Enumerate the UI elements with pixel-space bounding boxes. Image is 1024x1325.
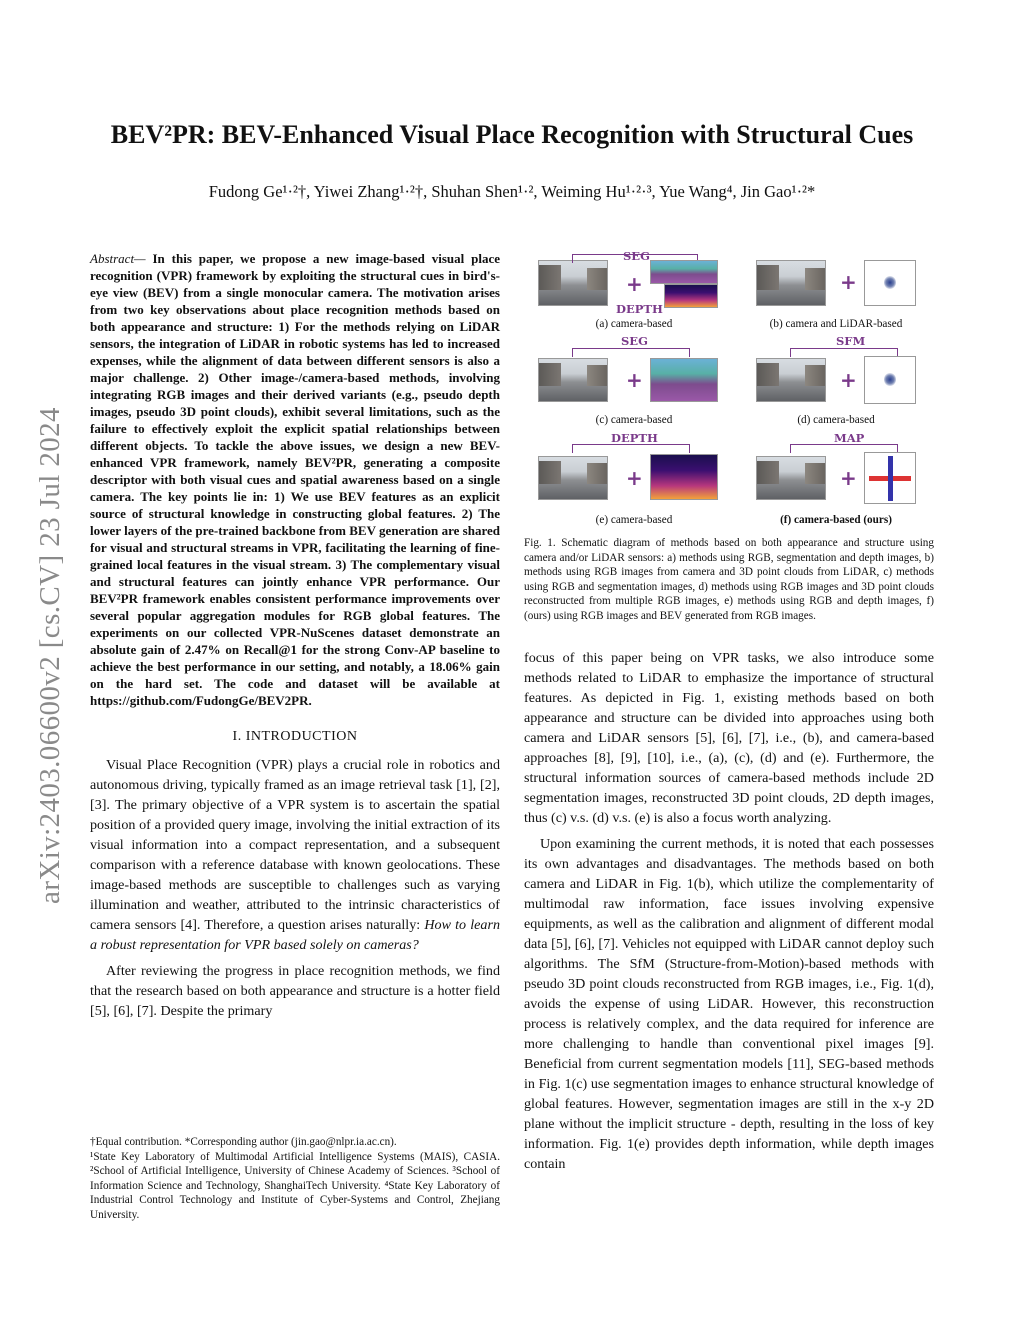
tag-sfm-d: SFM (836, 334, 866, 348)
footnote-equal-contribution: †Equal contribution. *Corresponding author (jin.gao@nlpr.ia.ac.cn). (90, 1136, 397, 1148)
right-column (524, 648, 934, 1174)
rgb-image-c (538, 358, 608, 402)
plus-icon-d: + (840, 368, 857, 392)
rgb-image-e (538, 456, 608, 500)
caption-f: (f) camera-based (ours) (780, 514, 892, 526)
tag-seg-c: SEG (621, 334, 648, 348)
plus-icon-f: + (840, 466, 857, 490)
intro-paragraph-2: After reviewing the progress in place recognition methods, we find that the research based on both appearance and structure is a hotter field [5], [6], [7]. Despite the primary (90, 963, 500, 1019)
bev-map-image-f (864, 452, 916, 504)
depth-image-a (664, 284, 718, 308)
abstract-label: Abstract— (90, 251, 146, 266)
arxiv-id: arXiv:2403.06600v2 [cs.CV] 23 Jul 2024 (33, 406, 66, 904)
right-paragraph-2: Upon examining the current methods, it is noted that each possesses its own advantages and disadvantages. The methods based on both camera and LiDAR in Fig. 1(b), which utilize the complementarity of multimodal raw information, face issues involving expensive equipments, as well as the calibration and alignment of different modal data [5], [6], [7]. Vehicles not equipped with LiDAR cannot deploy such algorithms. The SfM (Structure-from-Motion)-based methods with pseudo 3D point clouds reconstructed from RGB images, i.e., Fig. 1(d), avoids the expense of using LiDAR. However, this reconstruction process is relatively complex, and the data required for inference are more challenging to handle than conventional pixel images [9]. Beneficial from current segmentation models [11], SEG-based methods in Fig. 1(c) use segmentation images to enhance structural knowledge of global features. However, segmentation images are still in the x-y 2D plane without the implicit structure - depth, resulting in the loss of key information. Fig. 1(e) provides depth information, while depth images contain (524, 836, 934, 1172)
figure-1 (524, 248, 934, 640)
tag-depth-a: DEPTH (616, 302, 663, 316)
seg-image-c (650, 358, 718, 402)
caption-a: (a) camera-based (595, 318, 673, 330)
caption-b: (b) camera and LiDAR-based (769, 318, 903, 330)
left-column (90, 250, 500, 1021)
abstract (90, 250, 500, 709)
intro-p1-text: Visual Place Recognition (VPR) plays a crucial role in robotics and autonomous driving, typically framed as an image retrieval task [1], [2], [3]. The primary objective of a VPR system is to ascertain the spatial position of a provided query image, involving the initial extraction of its visual information into a compact representation, and a subsequent comparison with a reference database with known geolocations. These image-based methods are susceptible to challenges such as varying illumination and weather, attributed to the intrinsic characteristics of camera sensors [4]. Therefore, a question arises naturally: (90, 757, 500, 933)
footnote-affiliations: ¹State Key Laboratory of Multimodal Artificial Intelligence Systems (MAIS), CASIA. ²School of Artificial Intelligence, University of Chinese Academy of Sciences. ³School of Information Science and Technology, ShanghaiTech University. ⁴State Key Laboratory of Industrial Control Technology and Institute of Cyber-Systems and Control, Zhejiang University. (90, 1150, 500, 1221)
arxiv-sidebar (22, 365, 78, 945)
section-heading-introduction: I. INTRODUCTION (232, 729, 358, 744)
rgb-image-f (756, 456, 826, 500)
tag-map-f: MAP (834, 431, 865, 445)
plus-icon-e: + (626, 466, 643, 490)
tag-depth-e: DEPTH (611, 431, 658, 445)
abstract-text: In this paper, we propose a new image-based visual place recognition (VPR) framework by exploiting the structural cues in bird's-eye view (BEV) from a single monocular camera. The motivation arises from two key observations about place recognition methods based on both appearance and structure: 1) For the methods relying on LiDAR sensors, the integration of LiDAR in robotic systems has led to increased expenses, while the alignment of data between different sensors is also a major challenge. 2) Other image-/camera-based methods, involving integrating RGB images and their derived variants (e.g., pseudo depth images, pseudo 3D point clouds), exhibit several limitations, such as the failure to effectively exploit the explicit spatial relationships between different objects. To tackle the above issues, we design a new BEV-enhanced VPR framework, namely BEV²PR, generating a composite descriptor with both visual cues and spatial awareness based on a single camera. The key points lie in: 1) We use BEV features as an explicit source of structural knowledge in constructing global features. 2) The lower layers of the pre-trained backbone from BEV generation are shared for visual and structural streams in VPR, facilitating the learning of fine-grained local features in the visual stream. 3) The complementary visual and structural features can jointly enhance VPR performance. Our BEV²PR framework enables consistent performance improvements over several popular aggregation modules for RGB global features. The experiments on our collected VPR-NuScenes dataset demonstrate an absolute gain of 2.47% on Recall@1 for the strong Conv-AP baseline to achieve the best performance in our setting, and notably, a 18.06% gain on the hard set. The code and dataset will be available at https://github.com/FudongGe/BEV2PR. (90, 251, 501, 708)
author-list: Fudong Ge¹·²†, Yiwei Zhang¹·²†, Shuhan Shen¹·², Weiming Hu¹·²·³, Yue Wang⁴, Jin Gao¹·²* (208, 182, 816, 201)
rgb-image-d (756, 358, 826, 402)
caption-d: (d) camera-based (797, 414, 875, 426)
arrow-e-depth (572, 444, 690, 453)
footnotes (90, 1135, 500, 1223)
rgb-image-a (538, 260, 608, 306)
figure-caption: Fig. 1. Schematic diagram of methods based on both appearance and structure using camera and/or LiDAR sensors: a) methods using RGB, segmentation and depth images, b) methods using RGB images from camera and 3D point clouds from LiDAR, c) methods using RGB and segmentation images, d) methods using RGB images and 3D point clouds reconstructed from multiple RGB images, e) methods using RGB and depth images, f) (ours) using RGB images and BEV generated from RGB images. (524, 537, 934, 622)
tag-seg-a: SEG (623, 249, 650, 263)
right-paragraph-1: focus of this paper being on VPR tasks, we also introduce some methods related to LiDAR to emphasize the importance of structural features. As depicted in Fig. 1, existing methods based on both appearance and structure can be divided into approaches using both camera and LiDAR sensors [5], [6], [7], i.e., (b), and camera-based approaches [8], [9], [10], i.e., (a), (c), (d) and (e). Furthermore, the structural information sources of camera-based methods include 2D segmentation images, reconstructed 3D point clouds, 2D depth images, thus (c) v.s. (d) v.s. (e) is also a focus worth analyzing. (524, 650, 934, 826)
intro-paragraph-1 (90, 755, 500, 955)
depth-image-e (650, 454, 718, 500)
caption-c: (c) camera-based (595, 414, 673, 426)
pointcloud-image-b (864, 260, 916, 306)
pointcloud-image-d (864, 356, 916, 404)
plus-icon-c: + (626, 368, 643, 392)
plus-icon-b: + (840, 270, 857, 294)
arrow-c-seg (572, 348, 690, 357)
seg-image-a (650, 260, 718, 284)
rgb-image-b (756, 260, 826, 306)
intro-question: How to learn a robust representation for VPR based solely on cameras? (90, 917, 501, 953)
plus-icon-a: + (626, 272, 643, 296)
caption-e: (e) camera-based (595, 514, 673, 526)
paper-title: BEV²PR: BEV-Enhanced Visual Place Recognition with Structural Cues (110, 120, 914, 149)
